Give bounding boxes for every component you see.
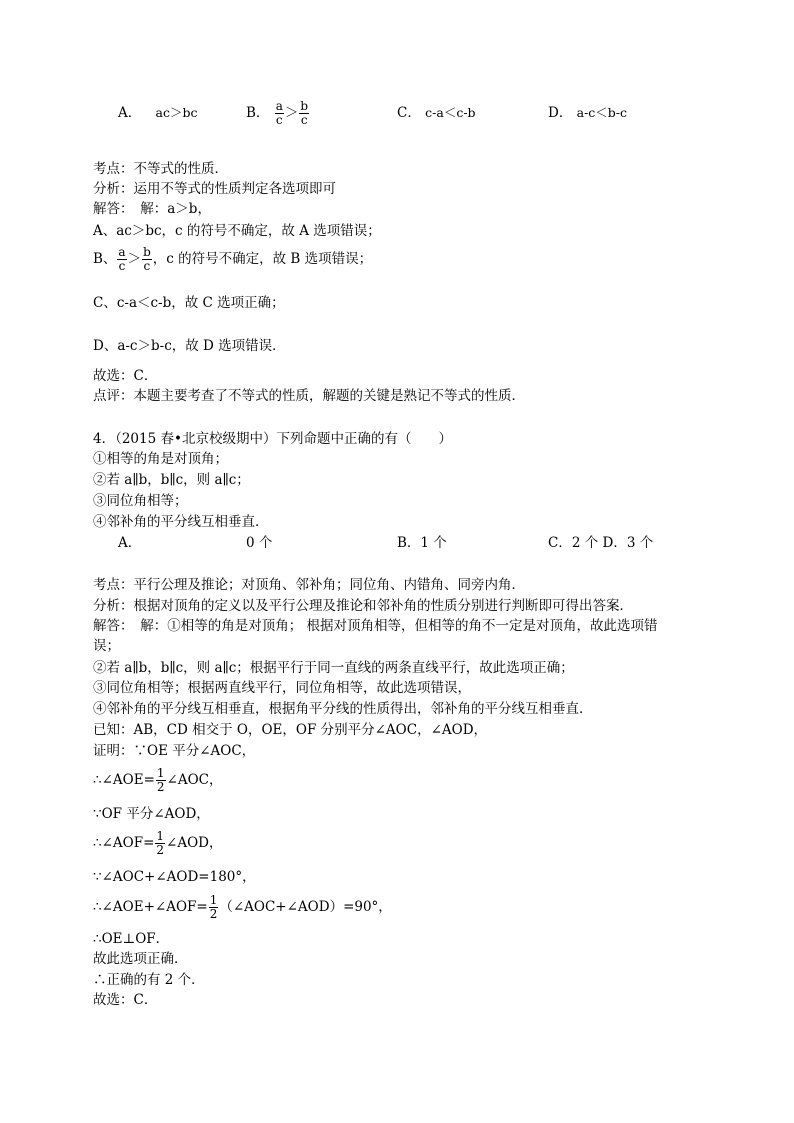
- numerator: 1: [209, 893, 218, 907]
- option-label: D．: [548, 105, 573, 121]
- q4-option-a-label: A．: [118, 535, 142, 551]
- proof-line-2: [93, 767, 223, 794]
- option-b: [246, 100, 310, 127]
- line-prefix: B、: [93, 251, 117, 267]
- q4-option-cd: C．2 个 D．3 个: [548, 535, 654, 551]
- fraction: [156, 767, 166, 794]
- gt-sign: ＞: [127, 251, 142, 267]
- option-text: ac＞bc: [155, 105, 198, 120]
- numerator: b: [143, 245, 151, 259]
- numerator: a: [118, 245, 126, 259]
- option-text: a-c＜b-c: [576, 105, 628, 120]
- gt-sign: ＞: [284, 105, 299, 121]
- q4-option-a-text: 0 个: [246, 535, 273, 551]
- denominator: 2: [209, 907, 218, 921]
- answer: 故选：C．: [93, 368, 158, 384]
- proof-line-7: ∴OE⊥OF．: [93, 931, 170, 947]
- proof-line-6: [93, 894, 392, 921]
- proof-text: （∠AOC+∠AOD）=90°，: [219, 899, 392, 915]
- denominator: c: [143, 259, 151, 273]
- option-label: C．: [397, 105, 421, 121]
- proof-line-3: ∵OF 平分∠AOD，: [93, 806, 210, 822]
- fraction: [209, 894, 219, 921]
- statement-1: ①相等的角是对顶角；: [93, 451, 228, 467]
- line-suffix: ，c 的符号不确定，故 B 选项错误；: [152, 251, 373, 267]
- question-stem: 4．（2015 春•北京校级期中）下列命题中正确的有（ ）: [93, 431, 452, 447]
- fraction: [142, 246, 152, 273]
- denominator: 2: [156, 780, 165, 794]
- solution-line-4: ④邻补角的平分线互相垂直，根据角平分线的性质得出，邻补角的平分线互相垂直．: [93, 701, 593, 717]
- jieda-cont: 误；: [93, 638, 120, 654]
- proof-text: ∴∠AOF=: [93, 835, 155, 851]
- fraction: [155, 830, 165, 857]
- dianping: 点评：本题主要考查了不等式的性质，解题的关键是熟记不等式的性质．: [93, 388, 525, 404]
- fenxi: 分析：根据对顶角的定义以及平行公理及推论和邻补角的性质分别进行判断即可得出答案．: [93, 598, 633, 614]
- option-label: A．: [118, 105, 142, 121]
- solution-line-d: D、a-c＞b-c，故 D 选项错误．: [93, 338, 286, 354]
- solution-line-3: ③同位角相等；根据两直线平行，同位角相等，故此选项错误，: [93, 680, 471, 696]
- option-label: B．: [246, 105, 270, 121]
- kaodian: 考点：平行公理及推论；对顶角、邻补角；同位角、内错角、同旁内角．: [93, 577, 525, 593]
- answer: 故选：C．: [93, 992, 158, 1008]
- option-a: [118, 104, 198, 122]
- fraction: [299, 100, 309, 127]
- proof-text: ∴∠AOE+∠AOF=: [93, 899, 208, 915]
- denominator: c: [300, 113, 308, 127]
- fenxi: 分析：运用不等式的性质判定各选项即可: [93, 181, 336, 197]
- option-c: [397, 104, 476, 122]
- solution-line-a: A、ac＞bc，c 的符号不确定，故 A 选项错误；: [93, 223, 381, 239]
- solution-line-c: C、c-a＜c-b，故 C 选项正确；: [93, 295, 285, 311]
- fraction: [275, 100, 284, 127]
- proof-line-8: 故此选项正确．: [93, 951, 188, 967]
- kaodian: 考点：不等式的性质．: [93, 161, 228, 177]
- numerator: 1: [156, 766, 165, 780]
- solution-line-b: [93, 246, 372, 273]
- option-d: [548, 104, 627, 122]
- solution-line-2: ②若 a∥b，b∥c，则 a∥c；根据平行于同一直线的两条直线平行，故此选项正确；: [93, 660, 574, 676]
- denominator: c: [275, 113, 283, 127]
- jieda: 解答： 解：①相等的角是对顶角； 根据对顶角相等，但相等的角不一定是对顶角，故此选项错: [93, 618, 658, 634]
- proof-text: ∴∠AOE=: [93, 772, 155, 788]
- statement-2: ②若 a∥b，b∥c，则 a∥c；: [93, 472, 250, 488]
- denominator: 2: [156, 843, 165, 857]
- proof-text: ∠AOC，: [166, 772, 223, 788]
- proof-text: ∠AOD，: [166, 835, 223, 851]
- fraction: [117, 246, 126, 273]
- proof-line-1: 证明：∵OE 平分∠AOC，: [93, 743, 256, 759]
- numerator: a: [275, 99, 283, 113]
- denominator: c: [118, 259, 126, 273]
- q4-option-b: B．1 个: [397, 535, 447, 551]
- numerator: b: [300, 99, 309, 113]
- proof-line-5: ∵∠AOC+∠AOD=180°，: [93, 869, 256, 885]
- option-text: c-a＜c-b: [425, 105, 476, 120]
- given: 已知：AB，CD 相交于 O，OE，OF 分别平分∠AOC，∠AOD，: [93, 722, 488, 738]
- numerator: 1: [156, 829, 165, 843]
- statement-3: ③同位角相等；: [93, 493, 188, 509]
- jieda: 解答： 解：a＞b，: [93, 201, 211, 217]
- proof-line-4: [93, 830, 223, 857]
- statement-4: ④邻补角的平分线互相垂直．: [93, 514, 269, 530]
- proof-line-9: ∴正确的有 2 个．: [93, 972, 205, 988]
